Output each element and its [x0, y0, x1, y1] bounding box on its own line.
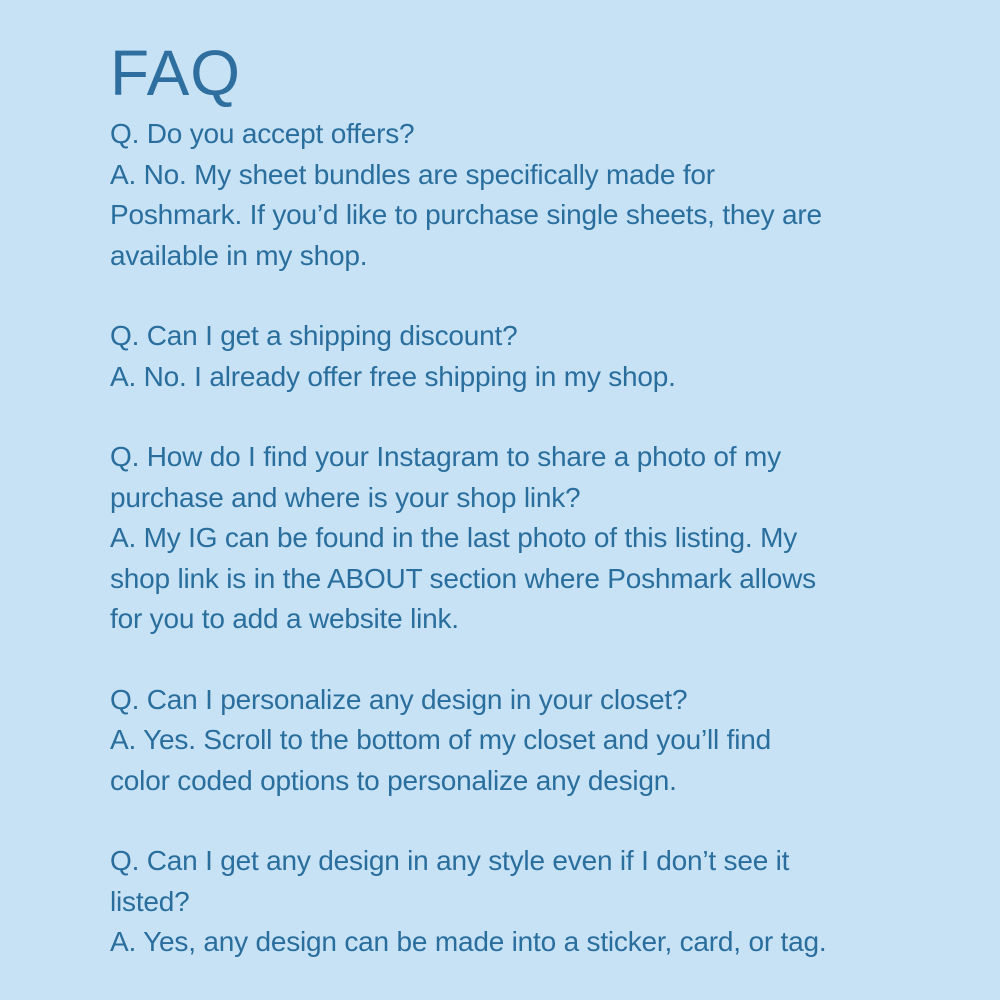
faq-item-any-style — [110, 841, 960, 963]
faq-answer-line: available in my shop. — [110, 239, 368, 271]
faq-item-personalize — [110, 680, 960, 802]
faq-item-shipping — [110, 316, 960, 397]
faq-question: purchase and where is your shop link? — [110, 481, 581, 513]
faq-item-instagram — [110, 437, 960, 640]
faq-question: Q. Can I get any design in any style even if I don’t see it — [110, 845, 790, 876]
faq-answer-line: color coded options to personalize any design. — [110, 764, 677, 796]
faq-item-offers — [110, 114, 960, 276]
faq-question: Q. Can I get a shipping discount? — [110, 320, 518, 351]
faq-question: Q. How do I find your Instagram to share a photo of my — [110, 441, 781, 472]
faq-answer-line: A. Yes. Scroll to the bottom of my closet and you’ll find — [110, 724, 771, 755]
faq-answer-line: A. No. I already offer free shipping in my shop. — [110, 360, 676, 392]
faq-answer-line: A. My IG can be found in the last photo of this listing. My — [110, 522, 797, 553]
faq-answer-line: A. No. My sheet bundles are specifically made for — [110, 158, 715, 190]
faq-question: Q. Do you accept offers? — [110, 118, 415, 149]
faq-question: Q. Can I personalize any design in your closet? — [110, 683, 688, 715]
faq-question: listed? — [110, 885, 190, 917]
faq-answer-line: Poshmark. If you’d like to purchase single sheets, they are — [110, 199, 822, 230]
faq-answer-line: shop link is in the ABOUT section where Poshmark allows — [110, 562, 816, 594]
faq-answer-line: for you to add a website link. — [110, 603, 459, 634]
page-title: FAQ — [110, 37, 242, 109]
faq-answer-line: A. Yes, any design can be made into a sticker, card, or tag. — [110, 926, 827, 957]
